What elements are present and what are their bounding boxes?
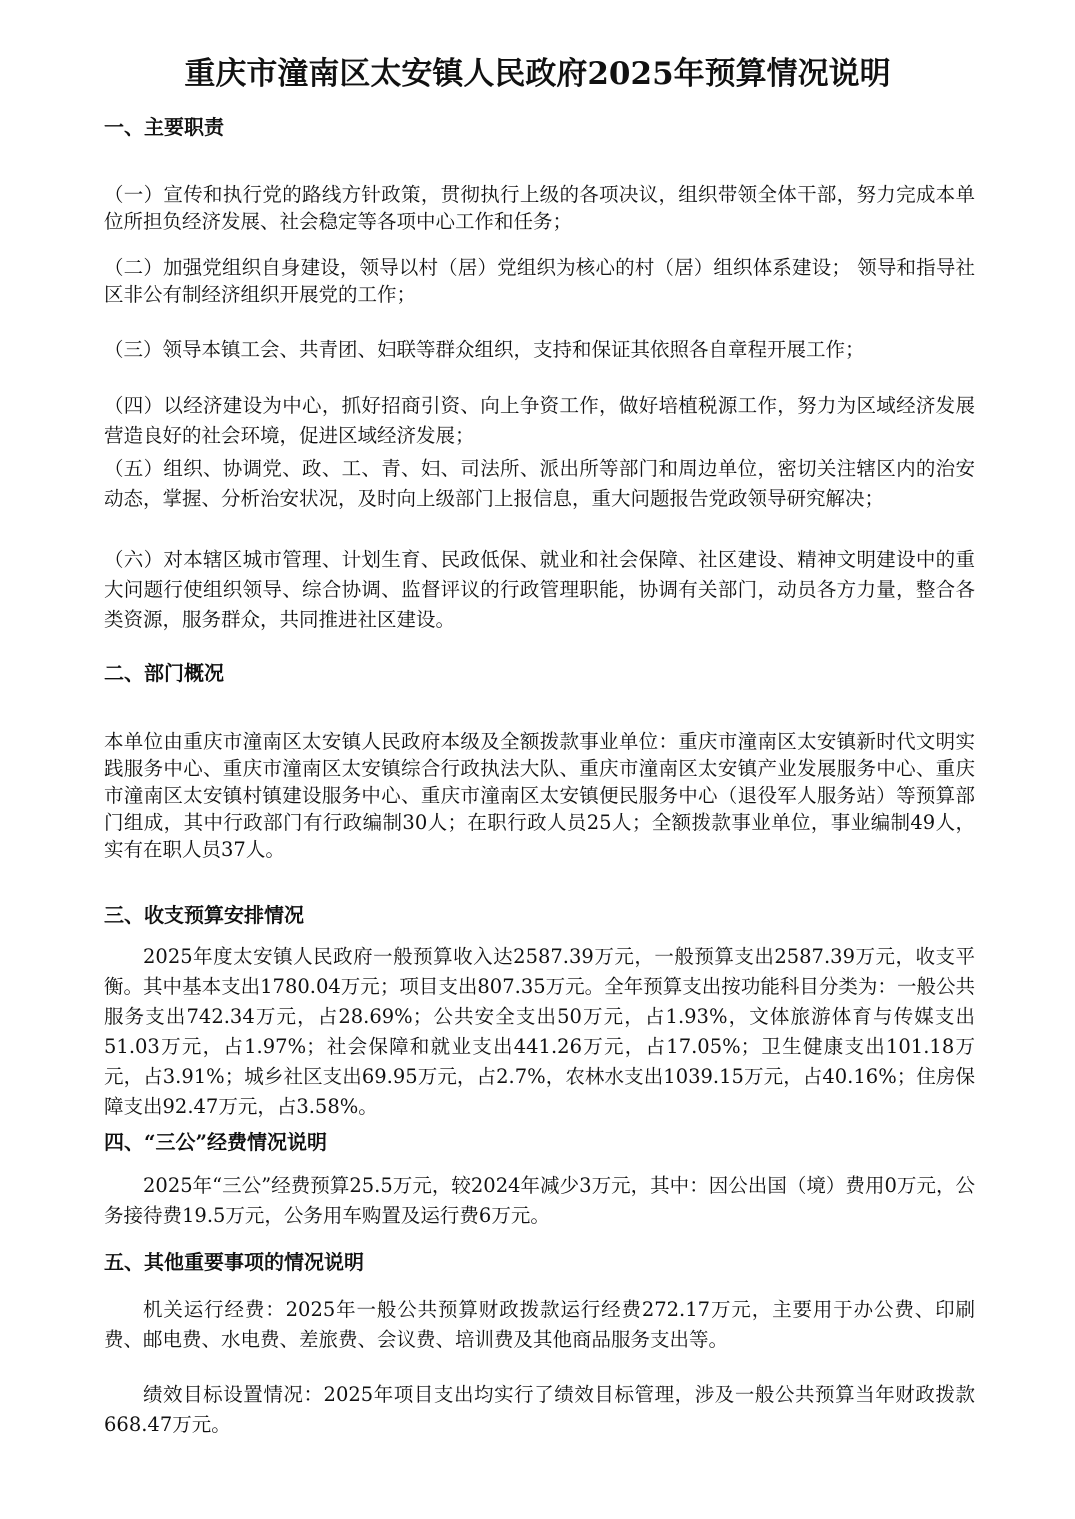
section-heading-three-public: 四、“三公”经费情况说明 [104, 1130, 328, 1154]
section-heading-other: 五、其他重要事项的情况说明 [104, 1250, 364, 1274]
document-title: 重庆市潼南区太安镇人民政府2025年预算情况说明 [184, 56, 891, 92]
paragraph: 机关运行经费：2025年一般公共预算财政拨款运行经费272.17万元，主要用于办公费、印刷费、邮电费、水电费、差旅费、会议费、培训费及其他商品服务支出等。 [104, 1298, 975, 1351]
paragraph: （五）组织、协调党、政、工、青、妇、司法所、派出所等部门和周边单位，密切关注辖区内的治安动态，掌握、分析治安状况，及时向上级部门上报信息，重大问题报告党政领导研究解决； [104, 457, 975, 510]
section-heading-budget: 三、收支预算安排情况 [104, 903, 304, 927]
paragraph: 本单位由重庆市潼南区太安镇人民政府本级及全额拨款事业单位：重庆市潼南区太安镇新时代文明实践服务中心、重庆市潼南区太安镇综合行政执法大队、重庆市潼南区太安镇产业发展服务中心、重庆市潼南区太安镇村镇建设服务中心、重庆市潼南区太安镇便民服务中心（退役军人服务站）等预算部门组成，其中行政部门有行政编制30人；在职行政人员25人；全额拨款事业单位，事业编制49人，实有在职人员37人。 [104, 730, 975, 861]
paragraph: 绩效目标设置情况：2025年项目支出均实行了绩效目标管理，涉及一般公共预算当年财政拨款668.47万元。 [104, 1383, 975, 1436]
paragraph: （一）宣传和执行党的路线方针政策，贯彻执行上级的各项决议，组织带领全体干部，努力完成本单位所担负经济发展、社会稳定等各项中心工作和任务； [104, 183, 975, 233]
paragraph: （六）对本辖区城市管理、计划生育、民政低保、就业和社会保障、社区建设、精神文明建设中的重大问题行使组织领导、综合协调、监督评议的行政管理职能，协调有关部门，动员各方力量，整合各类资源，服务群众，共同推进社区建设。 [104, 548, 975, 631]
paragraph: （四）以经济建设为中心，抓好招商引资、向上争资工作，做好培植税源工作，努力为区域经济发展营造良好的社会环境，促进区域经济发展； [104, 394, 975, 447]
paragraph: （三）领导本镇工会、共青团、妇联等群众组织，支持和保证其依照各自章程开展工作； [104, 338, 865, 361]
section-heading-overview: 二、部门概况 [104, 661, 224, 685]
section-heading-duties: 一、主要职责 [104, 115, 224, 139]
paragraph: 2025年度太安镇人民政府一般预算收入达2587.39万元，一般预算支出2587.39万元，收支平衡。其中基本支出1780.04万元；项目支出807.35万元。全年预算支出按功能科目分类为：一般公共服务支出742.34万元，占28.69%；公共安全支出50万元，占1.93%，文体旅游体育与传媒支出51.03万元，占1.97%；社会保障和就业支出441.26万元，占17.05%；卫生健康支出101.18万元，占3.91%；城乡社区支出69.95万元，占2.7%，农林水支出1039.15万元，占40.16%；住房保障支出92.47万元，占3.58%。 [104, 945, 975, 1118]
paragraph: （二）加强党组织自身建设，领导以村（居）党组织为核心的村（居）组织体系建设； 领导和指导社区非公有制经济组织开展党的工作； [104, 256, 975, 306]
paragraph: 2025年“三公”经费预算25.5万元，较2024年减少3万元，其中：因公出国（境）费用0万元，公务接待费19.5万元，公务用车购置及运行费6万元。 [104, 1174, 975, 1227]
